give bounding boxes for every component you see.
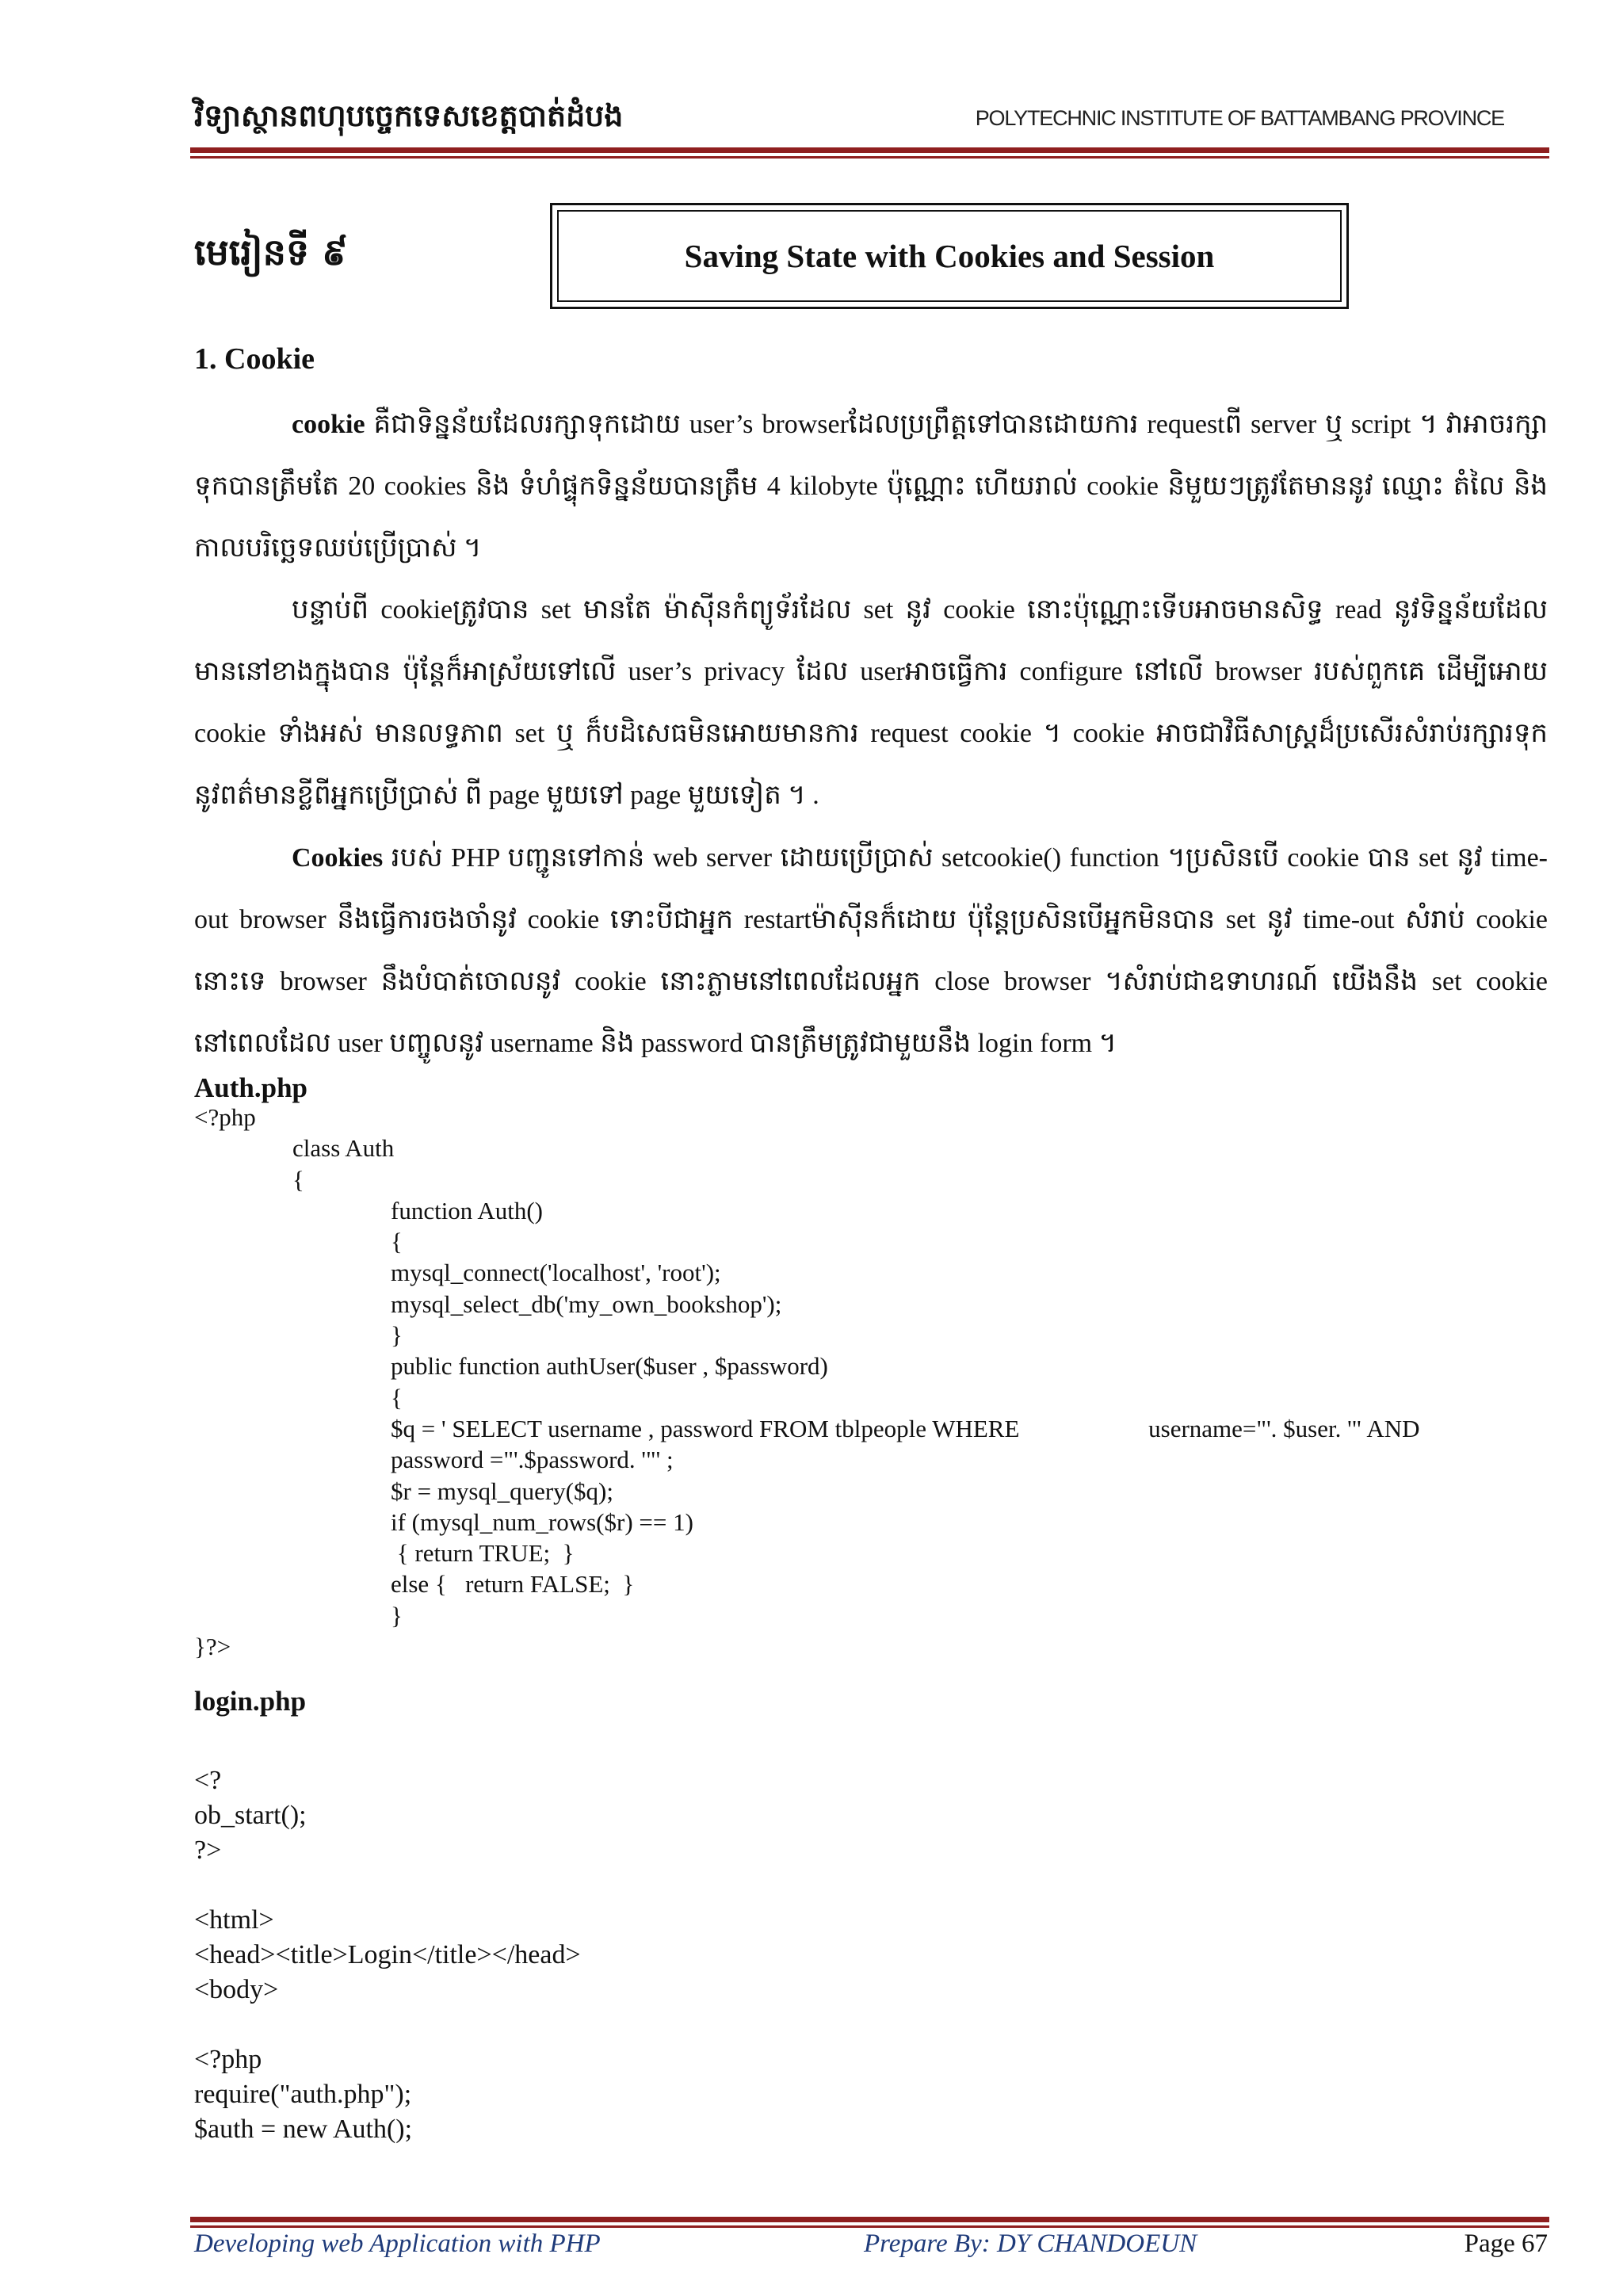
paragraph-lead-term: Cookies bbox=[292, 843, 384, 873]
footer-rule-thin bbox=[190, 2225, 1549, 2228]
header-institute-khmer: វិទ្យាស្ថានពហុបច្ចេកទេសខេត្តបាត់ដំបង bbox=[194, 98, 624, 133]
code-file-name-login: login.php bbox=[194, 1686, 307, 1717]
header-institute-english: POLYTECHNIC INSTITUTE OF BATTAMBANG PROVINCE bbox=[975, 106, 1504, 130]
header-rule-thin bbox=[190, 156, 1549, 159]
footer-author: Prepare By: DY CHANDOEUN bbox=[864, 2229, 1197, 2258]
header-rule-thick bbox=[190, 147, 1549, 153]
paragraph-text: បន្ទាប់ពី cookieត្រូវបាន set មានតែ ម៉ាស៊ីនកំព្យូទ័រដែល set នូវ cookie នោះប៉ុណ្ណោះទើបអាចមានសិទ្ធ read នូវទិន្នន័យដែលមាននៅខាងក្នុងបាន ប៉ុន្តែក៏អាស្រ័យទៅលើ user’s privacy ដែល userអាចធ្វើការ configure នៅលើ browser របស់ពួកគេ ដើម្បីអោយ cookie ទាំងអស់ មានលទ្ធភាព set ឬ ក៏បដិសេធមិនអោយមានការ request cookie ។ cookie អាចជាវិធីសាស្ត្រដ៏ប្រសើរសំរាប់រក្សារទុកនូវពត៌មានខ្លីពីអ្នកប្រើប្រាស់ ពី page មួយទៅ page មួយទៀត ។ . bbox=[194, 595, 1548, 810]
paragraph-lead-term: cookie bbox=[292, 410, 365, 439]
footer-course-title: Developing web Application with PHP bbox=[194, 2229, 601, 2258]
paragraph-php-cookies bbox=[194, 827, 1548, 1075]
code-block-login: <? ob_start(); ?> <html> <head><title>Login</title></head> <body> <?php require("auth.php"); $auth = new Auth(); bbox=[194, 1766, 581, 2144]
code-block-auth: <?php class Auth { function Auth() { mysql_connect('localhost', 'root'); mysql_select_db('my_own_bookshop'); } public function authUser($user , $password) { $q = ' SELECT username , password FROM tblpeople WHERE username="'. $user. '" AND password ="'.$password. '"' ; $r = mysql_query($q); if (mysql_num_rows($r) == 1) { return TRUE; } else { return FALSE; } } }?> bbox=[194, 1103, 1420, 1661]
paragraph-text: គឺជាទិន្នន័យដែលរក្សាទុកដោយ user’s browserដែលប្រព្រឹត្តទៅបានដោយការ requestពី server ឬ script ។ វាអាចរក្សាទុកបានត្រឹមតែ 20 cookies និង ទំហំផ្ទុកទិន្នន័យបានត្រឹម 4 kilobyte ប៉ុណ្ណោះ ហើយរាល់ cookie និមួយៗត្រូវតែមាននូវ ឈ្មោះ តំលៃ និង កាលបរិច្ឆេទឈប់ប្រើប្រាស់ ។ bbox=[194, 410, 1548, 563]
section-heading: 1. Cookie bbox=[194, 342, 315, 376]
footer-page-number: Page 67 bbox=[1464, 2229, 1548, 2258]
paragraph-text: របស់ PHP បញ្ជូនទៅកាន់ web server ដោយប្រើប្រាស់ setcookie() function ។ប្រសិនបើ cookie បាន set នូវ time-out browser នឹងធ្វើការចងចាំនូវ cookie ទោះបីជាអ្នក restartម៉ាស៊ីនក៏ដោយ ប៉ុន្តែប្រសិនបើអ្នកមិនបាន set នូវ time-out សំរាប់ cookie នោះទេ browser នឹងបំបាត់ចោលនូវ cookie នោះភ្លាមនៅពេលដែលអ្នក close browser ។សំរាប់ជាឧទាហរណ៍ យើងនឹង set cookie នៅពេលដែល user បញ្ចូលនូវ username និង password បានត្រឹមត្រូវជាមួយនឹង login form ។ bbox=[194, 843, 1548, 1058]
lesson-title-box bbox=[550, 203, 1349, 309]
lesson-title: Saving State with Cookies and Session bbox=[557, 210, 1342, 302]
code-file-name-auth: Auth.php bbox=[194, 1072, 308, 1103]
paragraph-cookie-privacy bbox=[194, 579, 1548, 827]
lesson-number: មេរៀនទី ៩ bbox=[194, 231, 348, 273]
paragraph-cookie-definition bbox=[194, 394, 1548, 579]
footer-rule-thick bbox=[190, 2217, 1549, 2222]
